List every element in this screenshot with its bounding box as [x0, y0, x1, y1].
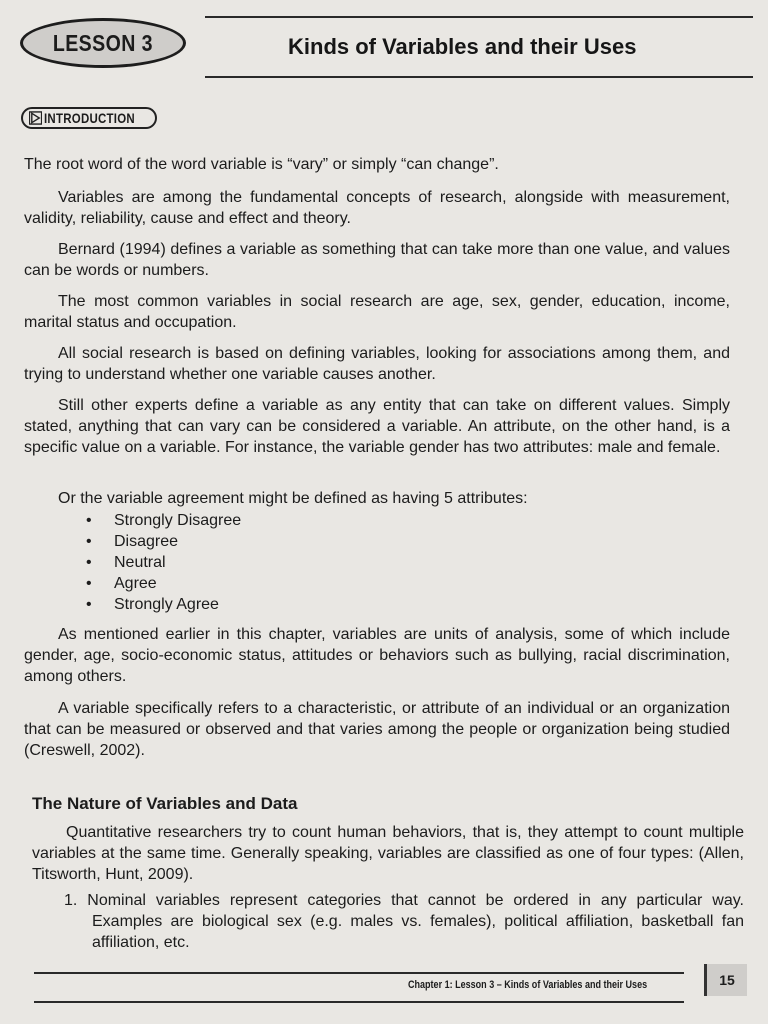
header-top-rule	[205, 16, 753, 18]
paragraph-social-research: All social research is based on defining variables, looking for associations among them, and trying to understand whether one variable causes another.	[24, 345, 730, 383]
list-item: • Strongly Agree	[86, 594, 241, 615]
paragraph-root-word: The root word of the word variable is “vary” or simply “can change”.	[24, 156, 499, 173]
lesson-title: Kinds of Variables and their Uses	[288, 34, 637, 59]
paragraph-quantitative-researchers: Quantitative researchers try to count human behaviors, that is, they attempt to count multiple variables at the same time. Generally speaking, variables are classified as one of four types: (Allen, Titsworth, Hunt, 2009).	[32, 824, 744, 883]
paragraph-creswell-definition: A variable specifically refers to a characteristic, or attribute of an individual or an organization that can be measured or observed and that varies among the people or organization being studied (Creswell, 2002).	[24, 700, 730, 759]
paragraph-attribute-definition: Still other experts define a variable as any entity that can take on different values. Simply stated, anything that can vary can be considered a variable. An attribute, on the other hand, is a specific value on a variable. For instance, the variable gender has two attributes: male and female.	[24, 397, 730, 456]
play-triangle-icon	[29, 111, 42, 125]
paragraph-fundamental-concepts: Variables are among the fundamental concepts of research, alongside with measurement, validity, reliability, cause and effect and theory.	[24, 189, 730, 227]
attribute-list	[86, 510, 241, 615]
section-heading: The Nature of Variables and Data	[32, 794, 298, 813]
list-item: • Agree	[86, 573, 241, 594]
footer-top-rule	[34, 972, 684, 974]
numbered-item-nominal: 1. Nominal variables represent categories that cannot be ordered in any particular way. Examples are biological sex (e.g. males vs. females), political affiliation, basketball fan affiliation, etc.	[64, 892, 744, 951]
introduction-label: INTRODUCTION	[44, 110, 136, 126]
list-item: • Disagree	[86, 531, 241, 552]
paragraph-common-variables: The most common variables in social research are age, sex, gender, education, income, marital status and occupation.	[24, 293, 730, 331]
lesson-label: LESSON 3	[52, 29, 154, 56]
paragraph-bernard: Bernard (1994) defines a variable as something that can take more than one value, and values can be words or numbers.	[24, 241, 730, 279]
footer-chapter-text: Chapter 1: Lesson 3 – Kinds of Variables and their Uses	[408, 979, 648, 991]
lesson-badge	[20, 18, 186, 68]
footer-bottom-rule	[34, 1001, 684, 1003]
paragraph-units-of-analysis: As mentioned earlier in this chapter, variables are units of analysis, some of which include gender, age, socio-economic status, attitudes or behaviors such as bullying, racial discrimination, among others.	[24, 626, 730, 685]
introduction-tag	[21, 107, 157, 129]
header-bottom-rule	[205, 76, 753, 78]
list-item: • Strongly Disagree	[86, 510, 241, 531]
paragraph-agreement-variable: Or the variable agreement might be defined as having 5 attributes:	[58, 490, 528, 507]
list-item: • Neutral	[86, 552, 241, 573]
page-number: 15	[704, 964, 747, 996]
